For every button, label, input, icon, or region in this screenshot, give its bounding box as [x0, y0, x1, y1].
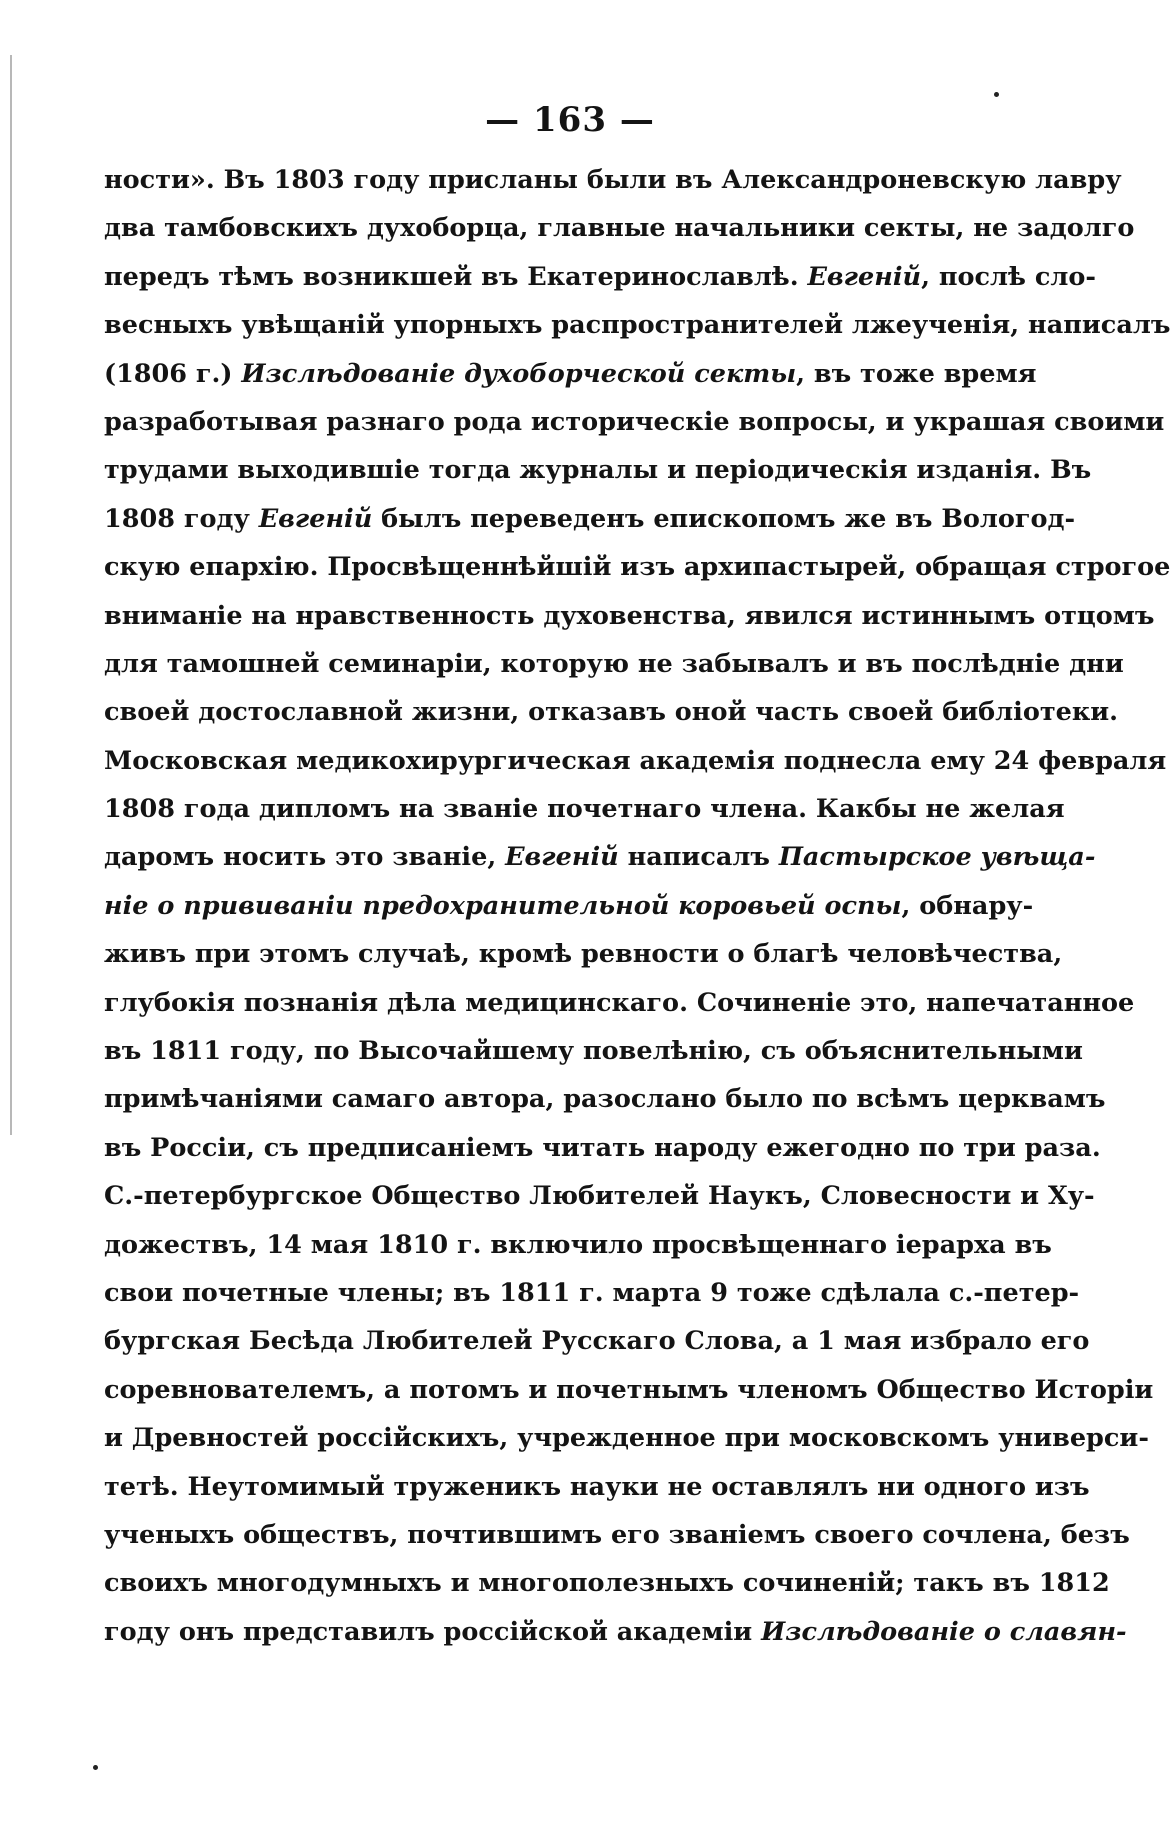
text-span: , въ тоже время	[796, 358, 1037, 389]
text-line	[104, 301, 1170, 349]
text-span: живъ при этомъ случаѣ, кромѣ ревности о благѣ человѣчества,	[104, 939, 1063, 970]
text-span: 1808 году	[104, 503, 259, 534]
italic-text: Евгеній	[258, 503, 373, 534]
text-line	[104, 1027, 1083, 1075]
text-span: , обнару-	[901, 890, 1034, 921]
text-line	[104, 930, 1063, 978]
text-line	[104, 688, 1119, 736]
italic-text: Изслѣдованіе о славян-	[761, 1616, 1127, 1647]
text-line	[104, 882, 1034, 930]
text-line	[104, 495, 1076, 543]
text-span: разработывая разнаго рода историческіе вопросы, и украшая своими	[104, 406, 1165, 437]
text-line	[104, 398, 1165, 446]
text-span: ности». Въ 1803 году присланы были въ Александроневскую лавру	[104, 165, 1122, 195]
text-line	[104, 1463, 1090, 1511]
text-line	[104, 592, 1155, 640]
text-line	[104, 737, 1167, 785]
text-line	[104, 204, 1135, 252]
text-line	[104, 1414, 1149, 1462]
text-span: дожествъ, 14 мая 1810 г. включило просвѣщеннаго іерарха въ	[104, 1229, 1052, 1260]
text-line	[104, 1269, 1080, 1317]
text-line	[104, 785, 1065, 833]
text-line	[104, 350, 1037, 398]
text-span: ученыхъ обществъ, почтившимъ его званіемъ своего сочлена, безъ	[104, 1519, 1130, 1550]
text-line	[104, 833, 1096, 881]
text-line	[104, 979, 1135, 1027]
text-span: написалъ	[618, 842, 779, 873]
page-edge-rule	[10, 55, 12, 1135]
text-span: своей достославной жизни, отказавъ оной часть своей библіотеки.	[104, 697, 1119, 728]
text-span: году онъ представилъ россійской академіи	[104, 1616, 762, 1647]
italic-text: Изслѣдованіе духоборческой секты	[241, 358, 797, 389]
italic-text: Пастырское увѣща-	[778, 842, 1096, 873]
text-line	[104, 1608, 1127, 1656]
text-line	[104, 1075, 1106, 1123]
text-line	[104, 640, 1124, 688]
text-span: , послѣ сло-	[921, 261, 1096, 292]
text-span: вниманіе на нравственность духовенства, явился истиннымъ отцомъ	[104, 600, 1155, 631]
text-line	[104, 1511, 1130, 1559]
text-line	[104, 1172, 1095, 1220]
text-span: для тамошней семинаріи, которую не забывалъ и въ послѣдніе дни	[104, 648, 1124, 679]
text-line	[104, 1221, 1052, 1269]
text-line	[104, 1559, 1110, 1607]
page-number: — 163 —	[485, 100, 655, 140]
text-span: бургская Бесѣда Любителей Русскаго Слова, а 1 мая избрало его	[104, 1326, 1090, 1357]
italic-text: Евгеній	[807, 261, 922, 292]
text-line	[104, 1124, 1101, 1172]
ink-speck	[994, 92, 999, 97]
text-span: два тамбовскихъ духоборца, главные начальники секты, не задолго	[104, 213, 1135, 244]
text-span: въ Россіи, съ предписаніемъ читать народу ежегодно по три раза.	[104, 1132, 1101, 1163]
text-span: скую епархію. Просвѣщеннѣйшій изъ архипастырей, обращая строгое	[104, 552, 1170, 583]
italic-text: ніе о прививаніи предохранительной коровьей оспы	[104, 890, 902, 921]
text-span: даромъ носить это званіе,	[104, 842, 506, 873]
text-span: глубокія познанія дѣла медицинскаго. Сочиненіе это, напечатанное	[104, 987, 1135, 1018]
text-span: и Древностей россійскихъ, учрежденное при московскомъ универси-	[104, 1423, 1149, 1454]
text-span: свои почетные члены; въ 1811 г. марта 9 тоже сдѣлала с.-петер-	[104, 1277, 1080, 1308]
text-span: примѣчаніями самаго автора, разослано было по всѣмъ церквамъ	[104, 1084, 1106, 1115]
text-line	[104, 543, 1170, 591]
text-span: (1806 г.)	[104, 358, 242, 389]
text-span: Московская медикохирургическая академія поднесла ему 24 февраля	[104, 745, 1167, 776]
text-span: передъ тѣмъ возникшей въ Екатеринославлѣ.	[104, 261, 808, 292]
text-line	[104, 156, 1122, 204]
text-span: трудами выходившіе тогда журналы и періодическія изданія. Въ	[104, 455, 1092, 486]
body-text	[104, 156, 1170, 1656]
text-span: 1808 года дипломъ на званіе почетнаго члена. Какбы не желая	[104, 794, 1065, 825]
italic-text: Евгеній	[505, 842, 619, 873]
text-line	[104, 1366, 1154, 1414]
text-line	[104, 446, 1092, 494]
text-span: С.-петербургское Общество Любителей Наукъ, Словесности и Ху-	[104, 1181, 1095, 1212]
text-span: тетѣ. Неутомимый труженикъ науки не оставлялъ ни одного изъ	[104, 1471, 1090, 1502]
text-span: соревнователемъ, а потомъ и почетнымъ членомъ Общество Исторіи	[104, 1374, 1154, 1405]
text-span: весныхъ увѣщаній упорныхъ распространителей лжеученія, написалъ	[104, 310, 1170, 341]
text-span: своихъ многодумныхъ и многополезныхъ сочиненій; такъ въ 1812	[104, 1568, 1110, 1599]
text-line	[104, 253, 1096, 301]
text-span: былъ переведенъ епископомъ же въ Вологод-	[372, 503, 1076, 534]
ink-speck	[93, 1765, 98, 1770]
text-span: въ 1811 году, по Высочайшему повелѣнію, съ объяснительными	[104, 1036, 1083, 1067]
text-line	[104, 1317, 1090, 1365]
